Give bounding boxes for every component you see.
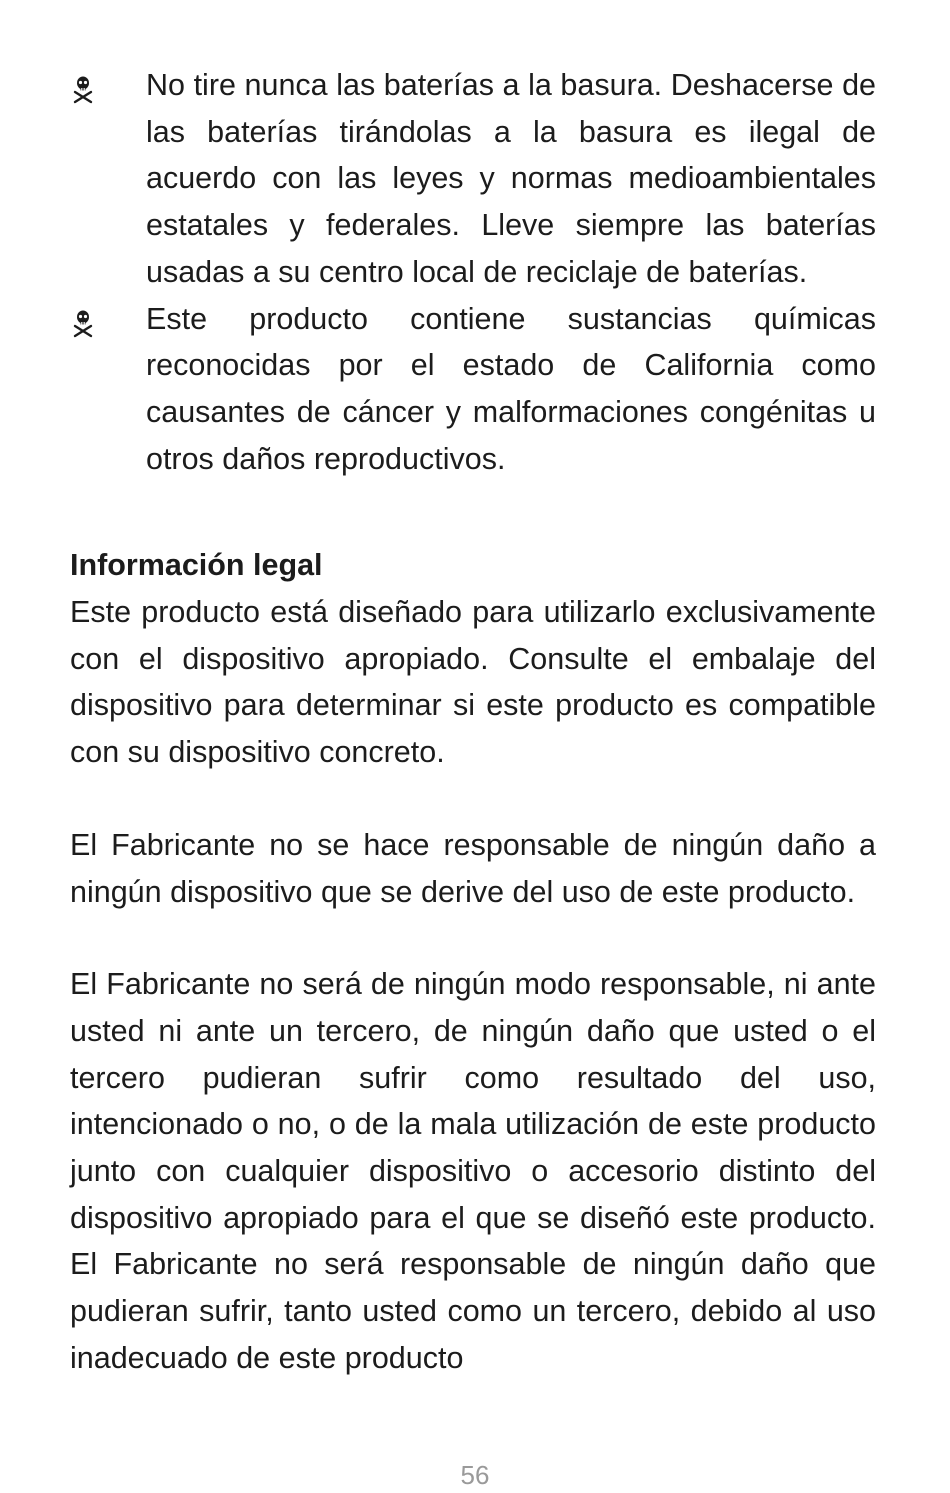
skull-crossbones-icon [70,72,96,102]
warning-text: Este producto contiene sustancias químicas reconocidas por el estado de California como causantes de cáncer y malformaciones congénitas u otros daños reproductivos. [146,301,876,476]
legal-paragraph-compatibility: Este producto está diseñado para utilizarlo exclusivamente con el dispositivo apropiado. Consulte el embalaje del dispositivo para determinar si este producto es compatible con su dispositivo concreto. [70,595,876,770]
section-heading-legal: Información legal [70,548,323,583]
warning-text: No tire nunca las baterías a la basura. Deshacerse de las baterías tirándolas a la basura es ilegal de acuerdo con las leyes y normas medioambientales estatales y federales. Lleve siempre las baterías usadas a su centro local de reciclaje de baterías. [146,68,876,289]
legal-paragraph-liability: El Fabricante no será de ningún modo responsable, ni ante usted ni ante un tercero, de ningún daño que usted o el tercero pudieran sufrir como resultado del uso, intencionado o no, o de la mala utilización de este producto junto con cualquier dispositivo o accesorio distinto del dispositivo apropiado para el que se diseñó este producto. El Fabricante no será responsable de ningún daño que pudieran sufrir, tanto usted como un tercero, debido al uso inadecuado de este producto [70,967,876,1375]
legal-paragraph-device-damage: El Fabricante no se hace responsable de ningún daño a ningún dispositivo que se derive del uso de este producto. [70,827,876,909]
warning-item-california-chemicals [70,296,876,483]
document-page [70,62,876,1382]
warning-list [70,62,876,482]
skull-crossbones-icon [70,306,96,336]
page-number: 56 [460,1460,490,1490]
warning-item-battery-disposal [70,62,876,296]
